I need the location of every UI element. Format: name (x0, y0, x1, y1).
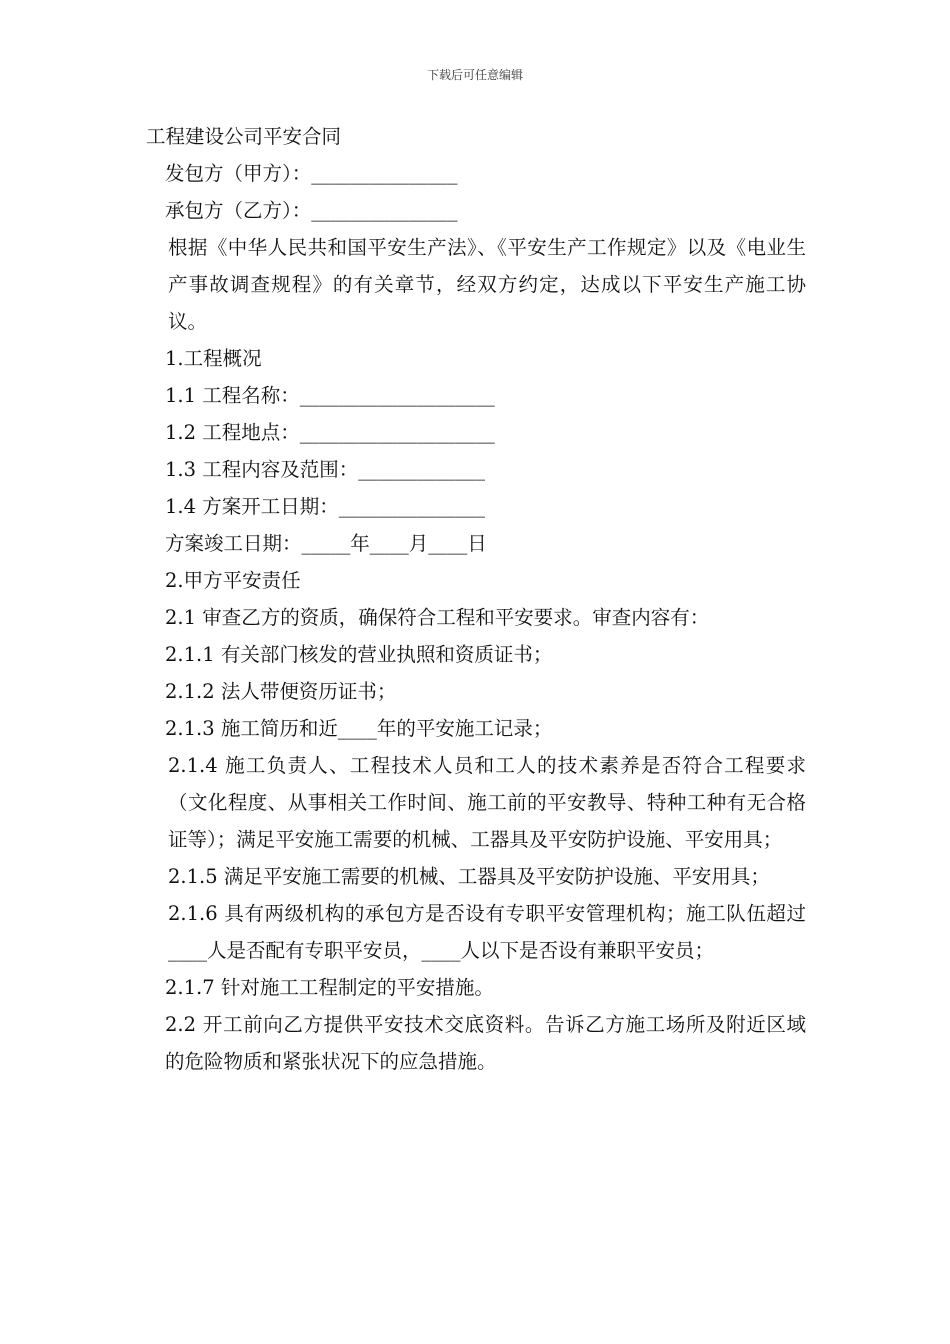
project-scope-line: 1.3 工程内容及范围：_____________ (165, 458, 485, 481)
clause-2-1-7: 2.1.7 针对施工工程制定的平安措施。 (165, 976, 494, 999)
clause-2-1-1: 2.1.1 有关部门核发的营业执照和资质证书； (165, 643, 553, 666)
section-heading-1: 1.工程概况 (165, 347, 262, 370)
section-heading-2: 2.甲方平安责任 (165, 569, 301, 592)
clause-2-1: 2.1 审查乙方的资质，确保符合工程和平安要求。审查内容有： (165, 606, 710, 629)
clause-2-2: 2.2 开工前向乙方提供平安技术交底资料。告诉乙方施工场所及附近区域的危险物质和紧张状况下的应急措施。 (165, 1013, 806, 1073)
clause-2-1-6: 2.1.6 具有两级机构的承包方是否设有专职平安管理机构；施工队伍超过____人是否配有专职平安员，____人以下是否设有兼职平安员； (168, 902, 806, 962)
party-b-line: 承包方（乙方）：_______________ (165, 199, 458, 222)
intro-paragraph: 根据《中华人民共和国平安生产法》、《平安生产工作规定》以及《电业生产事故调查规程》的有关章节，经双方约定，达成以下平安生产施工协议。 (168, 236, 806, 333)
party-a-line: 发包方（甲方）：_______________ (165, 162, 458, 185)
document-title: 工程建设公司平安合同 (146, 125, 342, 148)
clause-2-1-5: 2.1.5 满足平安施工需要的机械、工器具及平安防护设施、平安用具； (168, 865, 770, 888)
page-header-note: 下载后可任意编辑 (426, 68, 523, 82)
planned-completion-date-line: 方案竣工日期：_____年____月____日 (165, 532, 487, 555)
project-location-line: 1.2 工程地点：____________________ (165, 421, 495, 444)
planned-start-date-line: 1.4 方案开工日期：_______________ (165, 495, 485, 518)
document-body (146, 118, 806, 1080)
clause-2-1-4: 2.1.4 施工负责人、工程技术人员和工人的技术素养是否符合工程要求（文化程度、从事相关工作时间、施工前的平安教导、特种工种有无合格证等）；满足平安施工需要的机械、工器具及平安防护设施、平安用具； (168, 754, 806, 851)
project-name-line: 1.1 工程名称：____________________ (165, 384, 495, 407)
clause-2-1-3: 2.1.3 施工简历和近____年的平安施工记录； (165, 717, 553, 740)
clause-2-1-2: 2.1.2 法人带便资历证书； (165, 680, 397, 703)
